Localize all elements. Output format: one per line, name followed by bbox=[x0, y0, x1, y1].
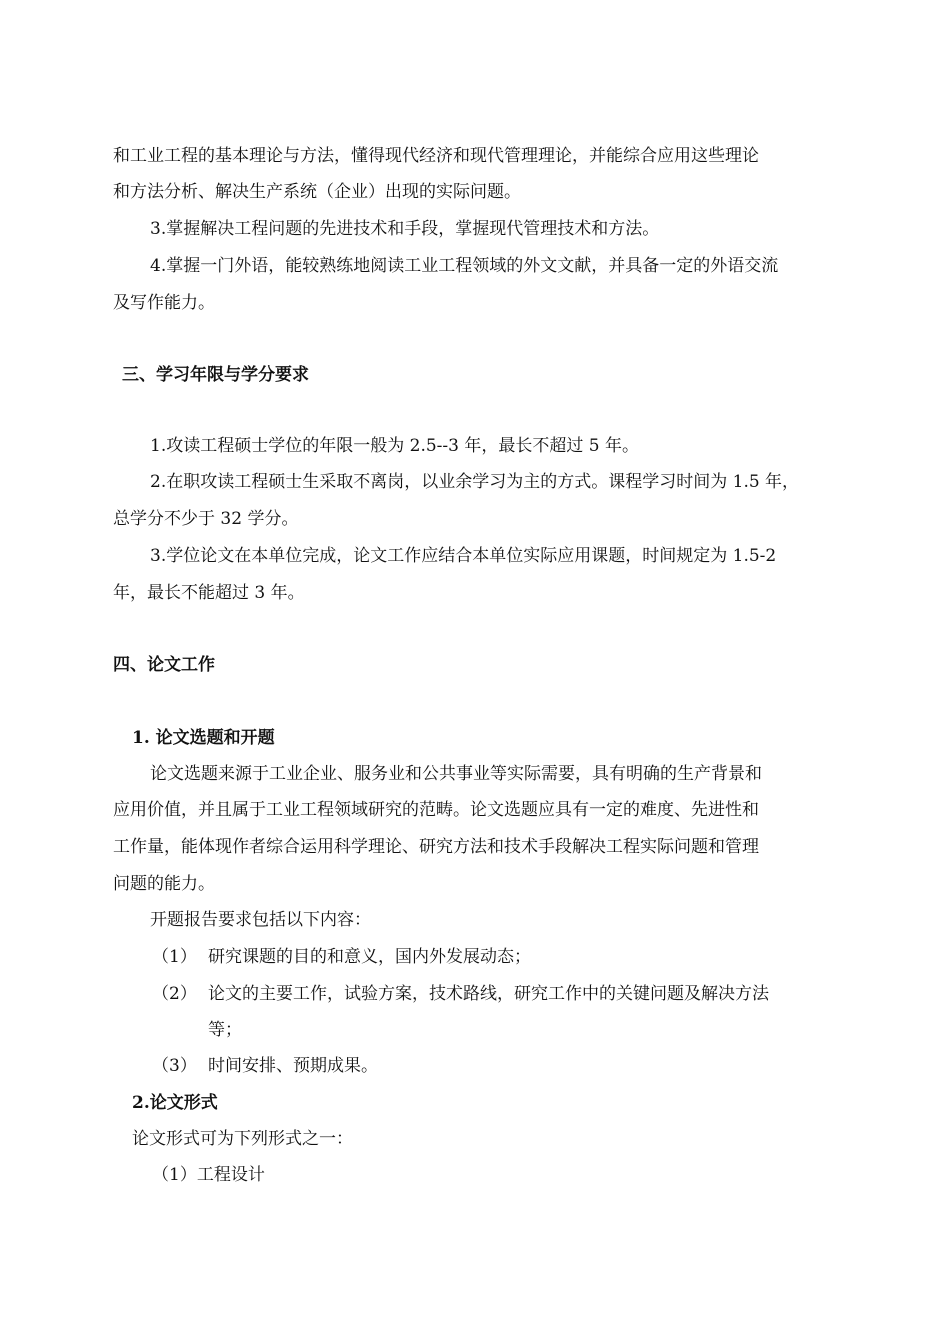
section-heading: 四、论文工作 bbox=[113, 655, 215, 675]
list-item: （1）工程设计 bbox=[152, 1165, 265, 1185]
paragraph-line: 问题的能力。 bbox=[113, 874, 215, 894]
paragraph-line: 和方法分析、解决生产系统（企业）出现的实际问题。 bbox=[113, 182, 521, 202]
paragraph: 论文形式可为下列形式之一： bbox=[132, 1129, 353, 1149]
paragraph: 3.掌握解决工程问题的先进技术和手段，掌握现代管理技术和方法。 bbox=[150, 219, 660, 239]
paragraph-line: 及写作能力。 bbox=[113, 293, 215, 313]
paragraph-line: 论文选题来源于工业企业、服务业和公共事业等实际需要，具有明确的生产背景和 bbox=[150, 764, 762, 784]
list-number: （1） bbox=[152, 947, 197, 967]
subsection-heading: 1. 论文选题和开题 bbox=[132, 728, 275, 748]
section-heading: 三、学习年限与学分要求 bbox=[122, 365, 309, 385]
paragraph-line: 应用价值，并且属于工业工程领域研究的范畴。论文选题应具有一定的难度、先进性和 bbox=[113, 800, 759, 820]
list-number: （3） bbox=[152, 1056, 197, 1076]
paragraph-line: 2.在职攻读工程硕士生采取不离岗，以业余学习为主的方式。课程学习时间为 1.5 年， bbox=[150, 472, 800, 492]
paragraph: 1.攻读工程硕士学位的年限一般为 2.5--3 年，最长不超过 5 年。 bbox=[150, 436, 639, 456]
list-number: （2） bbox=[152, 984, 197, 1004]
paragraph-line: 工作量，能体现作者综合运用科学理论、研究方法和技术手段解决工程实际问题和管理 bbox=[113, 837, 759, 857]
subsection-heading: 2.论文形式 bbox=[132, 1093, 218, 1113]
paragraph: 开题报告要求包括以下内容： bbox=[150, 910, 371, 930]
paragraph-line: 年，最长不能超过 3 年。 bbox=[113, 583, 305, 603]
paragraph-line: 和工业工程的基本理论与方法，懂得现代经济和现代管理理论，并能综合应用这些理论 bbox=[113, 146, 759, 166]
paragraph-line: 4.掌握一门外语，能较熟练地阅读工业工程领域的外文文献，并具备一定的外语交流 bbox=[150, 256, 779, 276]
list-item: 论文的主要工作，试验方案，技术路线，研究工作中的关键问题及解决方法 bbox=[208, 984, 769, 1004]
list-item: 时间安排、预期成果。 bbox=[208, 1056, 378, 1076]
paragraph-line: 3.学位论文在本单位完成，论文工作应结合本单位实际应用课题，时间规定为 1.5-2 bbox=[150, 546, 777, 566]
list-item-continuation: 等； bbox=[208, 1020, 242, 1040]
list-item: 研究课题的目的和意义，国内外发展动态； bbox=[208, 947, 531, 967]
paragraph-line: 总学分不少于 32 学分。 bbox=[113, 509, 299, 529]
